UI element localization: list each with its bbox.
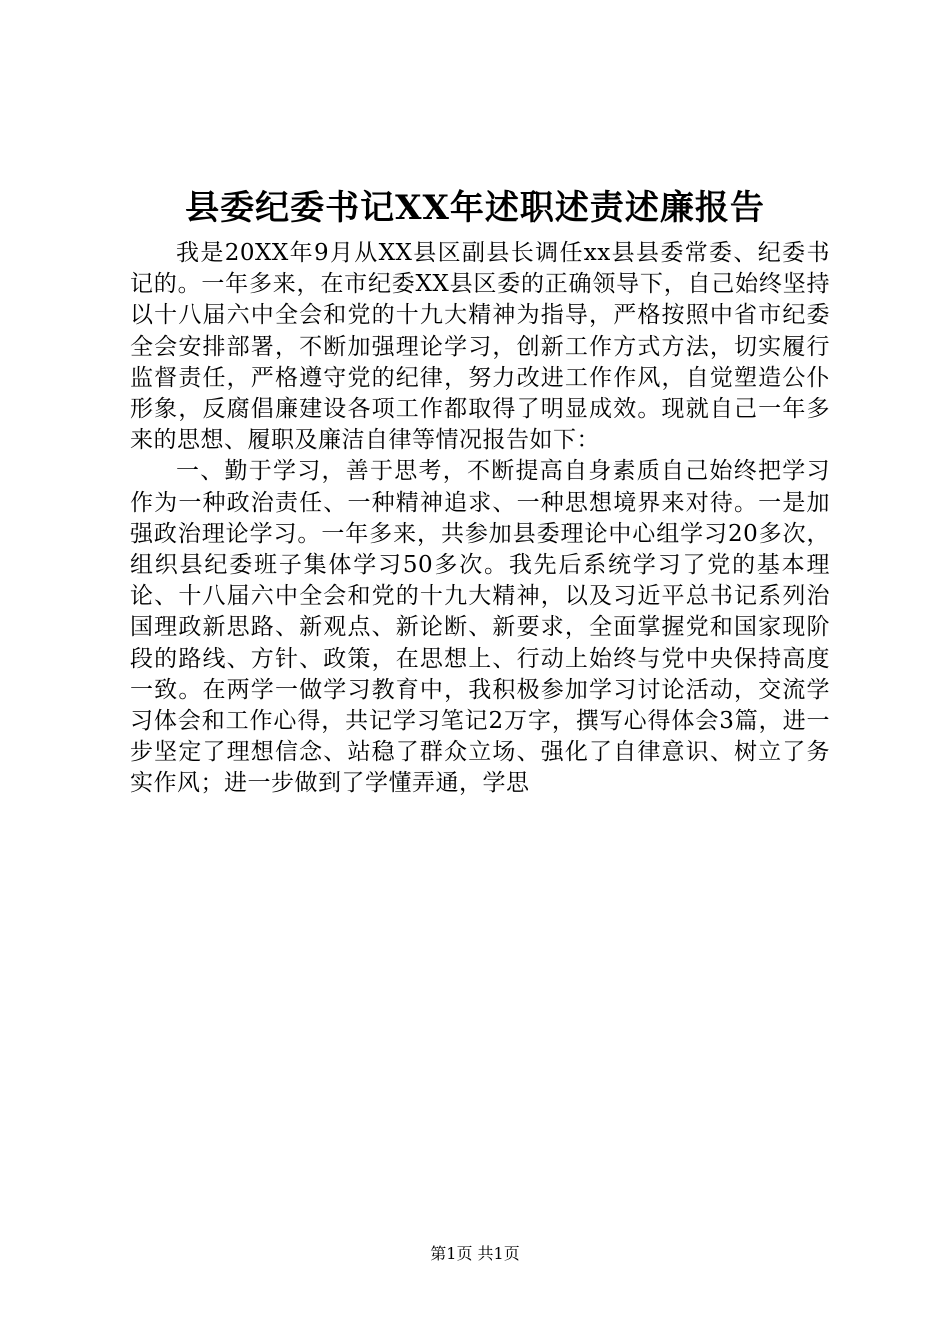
- document-title: 县委纪委书记XX年述职述责述廉报告: [185, 188, 765, 228]
- paragraph-study: 一、勤于学习，善于思考，不断提高自身素质自己始终把学习作为一种政治责任、一种精神追求、一种思想境界来对待。一是加强政治理论学习。一年多来，共参加县委理论中心组学习20多次，组织县纪委班子集体学习50多次。我先后系统学习了党的基本理论、十八届六中全会和党的十九大精神，以及习近平总书记系列治国理政新思路、新观点、新论断、新要求，全面掌握党和国家现阶段的路线、方针、政策，在思想上、行动上始终与党中央保持高度一致。在两学一做学习教育中，我积极参加学习讨论活动，交流学习体会和工作心得，共记学习笔记2万字，撰写心得体会3篇，进一步坚定了理想信念、站稳了群众立场、强化了自律意识、树立了务实作风；进一步做到了学懂弄通，学思: [130, 458, 830, 797]
- document-body: [130, 238, 830, 800]
- paragraph-intro: 我是20XX年9月从XX县区副县长调任xx县县委常委、纪委书记的。一年多来，在市纪委XX县区委的正确领导下，自己始终坚持以十八届六中全会和党的十九大精神为指导，严格按照中省市纪委全会安排部署，不断加强理论学习，创新工作方式方法，切实履行监督责任，严格遵守党的纪律，努力改进工作作风，自觉塑造公仆形象，反腐倡廉建设各项工作都取得了明显成效。现就自己一年多来的思想、履职及廉洁自律等情况报告如下：: [130, 240, 830, 454]
- page-number-footer: 第1页 共1页: [430, 1244, 520, 1263]
